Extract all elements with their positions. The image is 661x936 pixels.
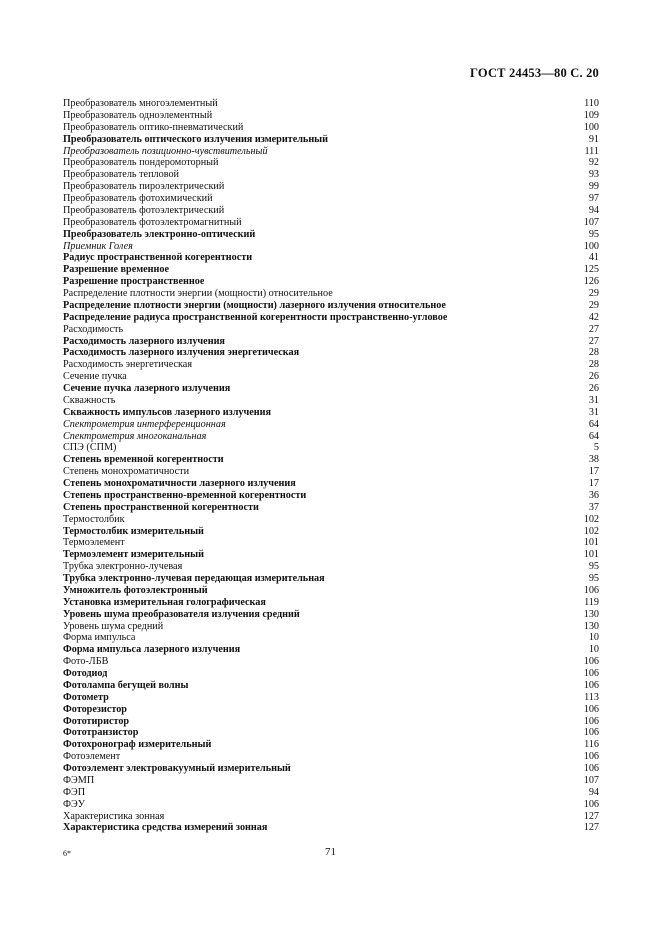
index-term: Фото-ЛБВ <box>63 656 109 668</box>
index-page-ref: 130 <box>583 608 599 620</box>
index-page-ref: 102 <box>583 525 599 537</box>
index-page-ref: 106 <box>583 798 599 810</box>
index-entry <box>63 811 599 823</box>
index-page-ref: 27 <box>588 335 599 347</box>
index-entry <box>63 822 599 834</box>
index-page-ref: 95 <box>588 228 599 240</box>
index-entry <box>63 241 599 253</box>
index-entry <box>63 727 599 739</box>
index-page-ref: 91 <box>588 133 599 145</box>
index-term: Спектрометрия многоканальная <box>63 430 207 442</box>
index-entry <box>63 656 599 668</box>
index-page-ref: 101 <box>583 537 599 549</box>
index-page-ref: 106 <box>583 584 599 596</box>
index-page-ref: 17 <box>588 466 599 478</box>
index-term: Расходимость <box>63 323 124 335</box>
index-entry <box>63 549 599 561</box>
index-term: Разрешение пространственное <box>63 276 205 288</box>
index-term: Фотоэлемент электровакуумный измерительный <box>63 763 291 774</box>
index-entry <box>63 312 599 324</box>
index-page-ref: 36 <box>588 489 599 501</box>
index-entry <box>63 514 599 526</box>
index-entry <box>63 205 599 217</box>
index-page-ref: 94 <box>588 204 599 216</box>
index-entry <box>63 383 599 395</box>
index-page-ref: 29 <box>588 299 599 311</box>
index-entry <box>63 668 599 680</box>
index-page-ref: 125 <box>583 264 599 276</box>
index-term: Степень пространственной когерентности <box>63 501 259 513</box>
index-page-ref: 100 <box>583 121 599 133</box>
index-page-ref: 10 <box>588 632 599 644</box>
index-page-ref: 127 <box>583 822 599 834</box>
index-entry <box>63 134 599 146</box>
index-term: Скважность импульсов лазерного излучения <box>63 406 272 418</box>
index-entry <box>63 431 599 443</box>
index-page-ref: 17 <box>588 478 599 489</box>
index-page-ref: 106 <box>583 727 599 739</box>
index-entry <box>63 276 599 288</box>
index-term: Степень временной когерентности <box>63 454 224 466</box>
index-term: Трубка электронно-лучевая передающая измерительная <box>63 573 325 584</box>
index-term: Сечение пучка лазерного излучения <box>63 383 231 394</box>
index-term: Уровень шума средний <box>63 620 164 632</box>
index-page-ref: 26 <box>588 371 599 383</box>
index-page-ref: 111 <box>584 145 599 157</box>
index-term: Скважность <box>63 394 116 406</box>
index-page-ref: 64 <box>588 430 599 442</box>
index-term: Форма импульса <box>63 632 136 644</box>
index-term: Преобразователь электронно-оптический <box>63 228 256 240</box>
index-entry <box>63 371 599 383</box>
index-term: Фотометр <box>63 691 109 703</box>
index-page-ref: 127 <box>583 810 599 822</box>
index-term: Преобразователь фотохимический <box>63 193 213 204</box>
index-page-ref: 107 <box>583 774 599 786</box>
index-entry <box>63 146 599 158</box>
index-entry <box>63 573 599 585</box>
index-term: Фотолампа бегущей волны <box>63 679 189 691</box>
index-page-ref: 94 <box>588 786 599 798</box>
index-page-ref: 107 <box>583 216 599 228</box>
index-page-ref: 102 <box>583 513 599 525</box>
index-term: Распределение плотности энергии (мощности) лазерного излучения относительное <box>63 299 446 311</box>
index-term: Трубка электронно-лучевая <box>63 561 183 573</box>
index-page-ref: 116 <box>584 739 599 751</box>
index-page-ref: 106 <box>583 668 599 679</box>
index-entry <box>63 110 599 122</box>
index-page-ref: 95 <box>588 573 599 584</box>
index-entry <box>63 692 599 704</box>
index-page-ref: 26 <box>588 383 599 394</box>
index-entry <box>63 347 599 359</box>
index-term: Распределение радиуса пространственной когерентности пространственно-угловое <box>63 311 448 323</box>
index-entry <box>63 680 599 692</box>
index-term: Степень монохроматичности лазерного излучения <box>63 478 296 489</box>
index-term: Преобразователь многоэлементный <box>63 98 218 109</box>
index-term: ФЭУ <box>63 798 85 810</box>
index-entry <box>63 157 599 169</box>
index-page-ref: 27 <box>588 323 599 335</box>
index-entry <box>63 585 599 597</box>
index-term: Преобразователь оптико-пневматический <box>63 121 244 133</box>
index-term: Термоэлемент <box>63 537 125 549</box>
index-page-ref: 37 <box>588 501 599 513</box>
index-entry <box>63 597 599 609</box>
index-term: Радиус пространственной когерентности <box>63 252 253 264</box>
index-page-ref: 10 <box>588 644 599 656</box>
index-term: ФЭМП <box>63 774 95 786</box>
index-page-ref: 64 <box>588 418 599 430</box>
index-entry <box>63 799 599 811</box>
index-entry <box>63 704 599 716</box>
index-page-ref: 95 <box>588 561 599 573</box>
index-entry <box>63 644 599 656</box>
index-term: Расходимость энергетическая <box>63 359 193 371</box>
signature-mark: 6* <box>63 849 71 858</box>
index-term: Термостолбик <box>63 513 125 525</box>
index-page-ref: 28 <box>588 359 599 371</box>
index-page-ref: 101 <box>583 549 599 561</box>
index-entry <box>63 193 599 205</box>
index-page-ref: 106 <box>583 703 599 715</box>
index-entry <box>63 442 599 454</box>
index-term: Установка измерительная голографическая <box>63 596 266 608</box>
index-page-ref: 106 <box>583 763 599 774</box>
index-term: Преобразователь одноэлементный <box>63 109 213 121</box>
index-term: Преобразователь фотоэлектромагнитный <box>63 216 242 228</box>
index-entry <box>63 264 599 276</box>
index-page-ref: 106 <box>583 679 599 691</box>
page-header: ГОСТ 24453—80 С. 20 <box>470 66 599 80</box>
index-term: Фототиристор <box>63 715 130 727</box>
index-entry <box>63 395 599 407</box>
index-page-ref: 126 <box>583 276 599 288</box>
index-entry <box>63 252 599 264</box>
index-entry <box>63 407 599 419</box>
index-entry <box>63 537 599 549</box>
index-page-ref: 130 <box>583 620 599 632</box>
index-term: Умножитель фотоэлектронный <box>63 584 208 596</box>
index-term: Преобразователь фотоэлектрический <box>63 204 225 216</box>
index-entry <box>63 609 599 621</box>
index-term: Преобразователь пондеромоторный <box>63 157 219 169</box>
index-term: Термостолбик измерительный <box>63 525 204 537</box>
index-term: Разрешение временное <box>63 264 170 276</box>
index-entry <box>63 122 599 134</box>
index-term: Сечение пучка <box>63 371 127 383</box>
index-page-ref: 41 <box>588 252 599 264</box>
index-entry <box>63 454 599 466</box>
index-entry <box>63 632 599 644</box>
index-entry <box>63 324 599 336</box>
index-page-ref: 29 <box>588 288 599 299</box>
index-term: Преобразователь пироэлектрический <box>63 181 225 193</box>
index-term: Преобразователь тепловой <box>63 169 179 181</box>
index-page-ref: 38 <box>588 454 599 466</box>
index-page-ref: 106 <box>583 715 599 727</box>
index-term: Спектрометрия интерференционная <box>63 418 226 430</box>
index-entry <box>63 288 599 300</box>
index-entry <box>63 181 599 193</box>
index-entry <box>63 98 599 110</box>
index-entry <box>63 621 599 633</box>
index-term: Расходимость лазерного излучения энергетическая <box>63 347 300 359</box>
index-page-ref: 113 <box>584 691 599 703</box>
index-entry <box>63 478 599 490</box>
index-entry <box>63 217 599 229</box>
index-term: Фототранзистор <box>63 727 139 739</box>
index-entry <box>63 229 599 241</box>
index-term: Преобразователь оптического излучения измерительный <box>63 133 329 145</box>
index-entry <box>63 419 599 431</box>
index-page-ref: 100 <box>583 240 599 252</box>
index-term: Фотоэлемент <box>63 751 121 763</box>
index-entry <box>63 751 599 763</box>
index-term: Преобразователь позиционно-чувствительный <box>63 145 268 157</box>
index-term: Форма импульса лазерного излучения <box>63 644 241 656</box>
index-term: СПЭ (СПМ) <box>63 442 117 454</box>
index-entry <box>63 526 599 538</box>
index-entry <box>63 359 599 371</box>
index-page-ref: 31 <box>588 394 599 406</box>
index-entry <box>63 787 599 799</box>
index-entry <box>63 300 599 312</box>
index-page-ref: 99 <box>588 181 599 193</box>
index-page-ref: 106 <box>583 656 599 668</box>
index-term: Характеристика средства измерений зонная <box>63 822 268 834</box>
index-term: Фоторезистор <box>63 703 127 715</box>
index-term: Степень пространственно-временной когерентности <box>63 489 307 501</box>
index-entry <box>63 169 599 181</box>
index-term: Распределение плотности энергии (мощности) относительное <box>63 288 333 299</box>
index-page-ref: 31 <box>588 406 599 418</box>
page-number: 71 <box>325 846 336 858</box>
index-entry <box>63 490 599 502</box>
index-term: Степень монохроматичности <box>63 466 190 478</box>
index-entry <box>63 502 599 514</box>
index-term: Характеристика зонная <box>63 810 165 822</box>
index-term: Приемник Голея <box>63 240 133 252</box>
index-term: Расходимость лазерного излучения <box>63 335 225 347</box>
index-term: Фотодиод <box>63 668 108 679</box>
index-page-ref: 110 <box>584 98 599 109</box>
index-page-ref: 42 <box>588 311 599 323</box>
index-term: Фотохронограф измерительный <box>63 739 212 751</box>
index-entry <box>63 716 599 728</box>
index-term: Термоэлемент измерительный <box>63 549 204 561</box>
index-entry <box>63 763 599 775</box>
index-page-ref: 97 <box>588 193 599 204</box>
index-page-ref: 92 <box>588 157 599 169</box>
index-page-ref: 93 <box>588 169 599 181</box>
index-entry <box>63 739 599 751</box>
index-term: Уровень шума преобразователя излучения средний <box>63 608 300 620</box>
index-page-ref: 28 <box>588 347 599 359</box>
index-entry <box>63 466 599 478</box>
index-term: ФЭП <box>63 786 86 798</box>
index-list <box>63 98 599 834</box>
index-entry <box>63 775 599 787</box>
index-entry <box>63 336 599 348</box>
index-page-ref: 5 <box>593 442 599 454</box>
index-page-ref: 106 <box>583 751 599 763</box>
index-entry <box>63 561 599 573</box>
index-page-ref: 119 <box>584 596 599 608</box>
index-page-ref: 109 <box>583 109 599 121</box>
